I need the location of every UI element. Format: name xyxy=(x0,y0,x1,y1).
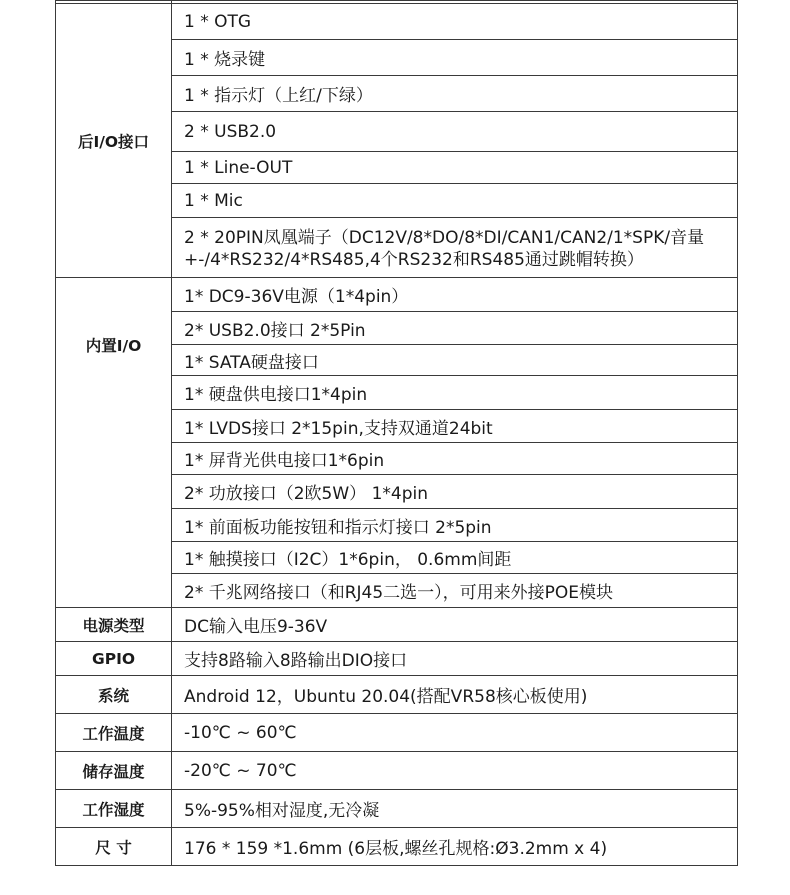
internal-io-item: 1* 屏背光供电接口1*6pin xyxy=(172,443,738,475)
spec-table-grid xyxy=(55,0,738,866)
table-row xyxy=(56,752,738,790)
spec-value-storage-temp: -20℃ ~ 70℃ xyxy=(172,752,738,790)
internal-io-item: 1* 前面板功能按钮和指示灯接口 2*5pin xyxy=(172,509,738,542)
table-row xyxy=(56,790,738,828)
rear-io-item: 1 * OTG xyxy=(172,4,738,40)
spec-label-dimensions: 尺 寸 xyxy=(56,828,172,866)
table-row xyxy=(56,278,738,312)
spec-value-power-type: DC输入电压9-36V xyxy=(172,608,738,642)
spec-table xyxy=(55,0,738,867)
section-label-internal-io: 内置I/O xyxy=(56,278,172,608)
internal-io-item: 1* LVDS接口 2*15pin,支持双通道24bit xyxy=(172,410,738,443)
internal-io-item: 2* USB2.0接口 2*5Pin xyxy=(172,312,738,345)
internal-io-item: 1* DC9-36V电源（1*4pin） xyxy=(172,278,738,312)
spec-label-power-type: 电源类型 xyxy=(56,608,172,642)
spec-label-humidity: 工作湿度 xyxy=(56,790,172,828)
table-row xyxy=(56,642,738,676)
rear-io-item: 2 * USB2.0 xyxy=(172,112,738,152)
internal-io-item: 1* 硬盘供电接口1*4pin xyxy=(172,376,738,410)
spec-label-storage-temp: 储存温度 xyxy=(56,752,172,790)
spec-label-gpio: GPIO xyxy=(56,642,172,676)
table-row xyxy=(56,676,738,714)
table-row xyxy=(56,608,738,642)
rear-io-item: 1 * Mic xyxy=(172,184,738,218)
spec-value-dimensions: 176 * 159 *1.6mm (6层板,螺丝孔规格:Ø3.2mm x 4) xyxy=(172,828,738,866)
spec-label-operating-temp: 工作温度 xyxy=(56,714,172,752)
internal-io-item: 1* SATA硬盘接口 xyxy=(172,345,738,376)
rear-io-item: 2 * 20PIN凤凰端子（DC12V/8*DO/8*DI/CAN1/CAN2/1*SPK/音量+-/4*RS232/4*RS485,4个RS232和RS485通过跳帽转换） xyxy=(172,218,738,278)
spec-value-os: Android 12，Ubuntu 20.04(搭配VR58核心板使用) xyxy=(172,676,738,714)
spec-label-os: 系统 xyxy=(56,676,172,714)
table-row xyxy=(56,714,738,752)
spec-value-operating-temp: -10℃ ~ 60℃ xyxy=(172,714,738,752)
rear-io-item: 1 * 烧录键 xyxy=(172,40,738,76)
section-label-rear-io: 后I/O接口 xyxy=(56,4,172,278)
internal-io-item: 2* 功放接口（2欧5W） 1*4pin xyxy=(172,475,738,509)
rear-io-item: 1 * Line-OUT xyxy=(172,152,738,184)
spec-value-humidity: 5%-95%相对湿度,无冷凝 xyxy=(172,790,738,828)
internal-io-item: 1* 触摸接口（I2C）1*6pin， 0.6mm间距 xyxy=(172,542,738,574)
table-row xyxy=(56,4,738,40)
internal-io-item: 2* 千兆网络接口（和RJ45二选一），可用来外接POE模块 xyxy=(172,574,738,608)
table-row xyxy=(56,828,738,866)
spec-value-gpio: 支持8路输入8路输出DIO接口 xyxy=(172,642,738,676)
rear-io-item: 1 * 指示灯（上红/下绿） xyxy=(172,76,738,112)
